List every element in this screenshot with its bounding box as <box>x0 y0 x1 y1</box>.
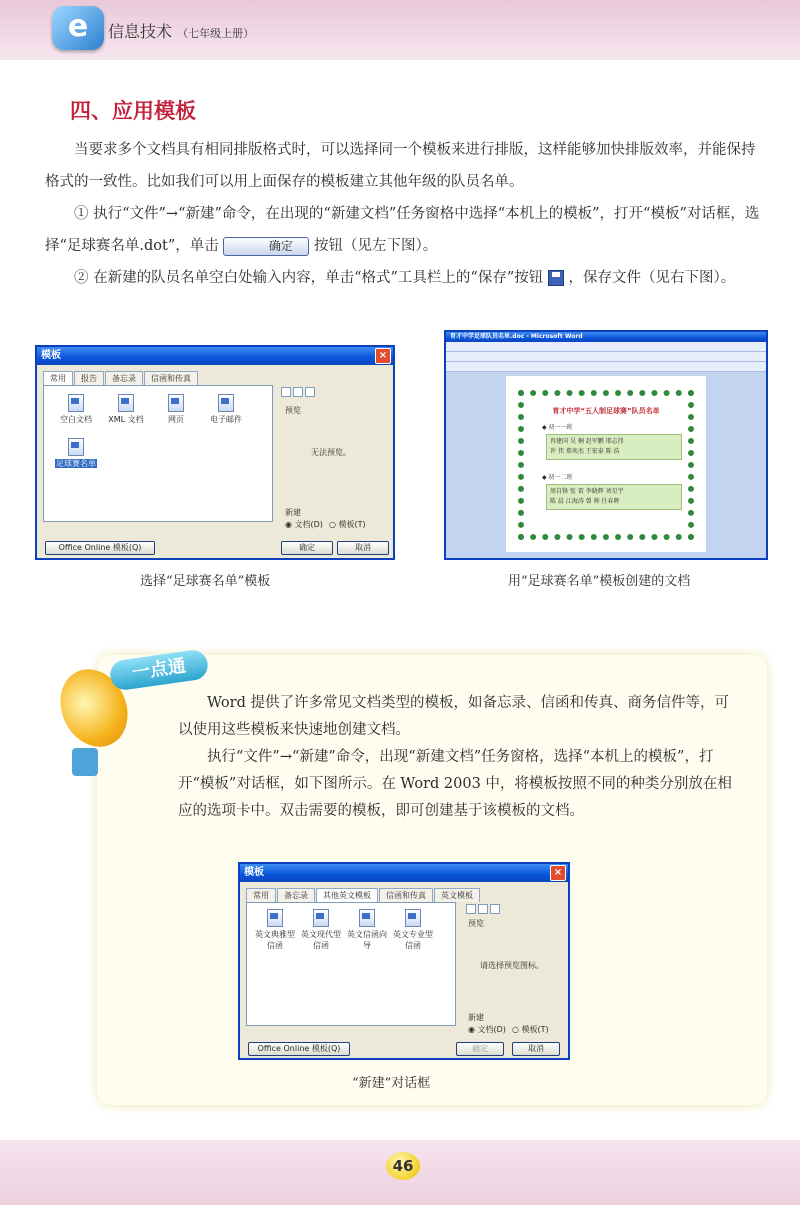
view-details-icon[interactable] <box>490 904 500 914</box>
template-blank[interactable] <box>54 394 98 425</box>
group-1-label: ◆ 初一一班 <box>542 424 573 431</box>
template-list <box>43 385 273 522</box>
caption-right: 用“足球赛名单”模板创建的文档 <box>508 574 691 589</box>
document-icon <box>68 394 84 412</box>
tree-border <box>518 390 694 540</box>
template-dialog-left <box>35 345 395 560</box>
view-large-icon[interactable] <box>281 387 291 397</box>
template-icon <box>405 909 421 927</box>
tab-letters[interactable]: 信函和传真 <box>144 371 198 385</box>
document-page[interactable] <box>506 376 706 552</box>
template-elegant-letter[interactable] <box>253 909 297 951</box>
tab-bar <box>43 371 199 385</box>
radio-template[interactable]: ○ 模板(T) <box>329 520 366 529</box>
page-header <box>0 0 800 60</box>
template-football-roster[interactable] <box>54 438 98 469</box>
tip-paragraph-2: 执行“文件”→“新建”命令，出现“新建文档”任务窗格，选择“本机上的模板”，打开“模板”对话框，如下图所示。在 Word 2003 中，将模板按照不同的种类分别放在相应的选项卡中。双击需要的模板，即可创建基于该模板的文档。 <box>178 749 732 819</box>
template-email-label: 电子邮件 <box>210 415 242 424</box>
tab-common[interactable]: 常用 <box>246 888 276 902</box>
dialog2-titlebar <box>240 864 568 882</box>
caption-left: 选择“足球赛名单”模板 <box>140 574 271 589</box>
template-email[interactable] <box>204 394 248 425</box>
template-webpage-label: 网页 <box>168 415 184 424</box>
tab-memo[interactable]: 备忘录 <box>277 888 315 902</box>
page-number: 46 <box>386 1152 420 1180</box>
dialog-title: 模板 <box>41 350 61 361</box>
template-xml-label: XML 文档 <box>108 415 144 424</box>
group-2-label: ◆ 初一二班 <box>542 474 573 481</box>
template-icon <box>313 909 329 927</box>
no-preview-text: 无法预览。 <box>311 448 351 457</box>
tip-paragraph-1: Word 提供了许多常见文档类型的模板，如备忘录、信函和传真、商务信件等，可以使用这些模板来快速地创建文档。 <box>178 695 729 738</box>
close-icon[interactable]: × <box>375 348 391 364</box>
tab-common[interactable]: 常用 <box>43 371 73 385</box>
radio-document[interactable]: ◉ 文档(D) <box>285 520 323 529</box>
template-2-label: 英文现代型信函 <box>301 930 341 950</box>
ie-logo-icon: e <box>52 6 104 50</box>
group-1-row-1: 冉建国 吴 桐 赵军鹏 邢志伟 <box>550 438 624 445</box>
paragraph-2-tail: 按钮（见左下图）。 <box>314 238 438 254</box>
ok-button-disabled[interactable]: 确定 <box>456 1042 504 1056</box>
view-list-icon[interactable] <box>293 387 303 397</box>
preview-label: 预览 <box>468 919 484 928</box>
template-webpage[interactable] <box>154 394 198 425</box>
paragraph-2-text: ① 执行“文件”→“新建”命令，在出现的“新建文档”任务窗格中选择“本机上的模板”，打开“模板”对话框，选择“足球赛名单.dot”，单击 <box>45 206 760 254</box>
group-2-row-1: 周自锋 张 雷 李晓辉 刘星宇 <box>550 488 624 495</box>
paragraph-3-tail: ，保存文件（见右下图）。 <box>568 270 736 286</box>
book-title <box>108 19 254 42</box>
template-dialog-bottom <box>238 862 570 1060</box>
template-professional-letter[interactable] <box>391 909 435 951</box>
template-xml[interactable] <box>104 394 148 425</box>
group-1-row-2: 许 伟 郑奕杰 王宏泰 陈 浩 <box>550 448 620 455</box>
word-window-title: 育才中学足球队员名单.doc - Microsoft Word <box>450 333 583 340</box>
view-details-icon[interactable] <box>305 387 315 397</box>
view-buttons[interactable] <box>466 904 502 916</box>
template-icon <box>68 438 84 456</box>
paragraph-3 <box>45 262 767 294</box>
tab-other-english[interactable]: 其他英文模板 <box>316 888 378 902</box>
webpage-icon <box>168 394 184 412</box>
tab-report[interactable]: 报告 <box>74 371 104 385</box>
template-1-label: 英文典雅型信函 <box>255 930 295 950</box>
paragraph-2 <box>45 198 767 262</box>
template-blank-label: 空白文档 <box>60 415 92 424</box>
template-letter-wizard[interactable] <box>345 909 389 951</box>
tab-english[interactable]: 英文模板 <box>434 888 480 902</box>
new-label: 新建 <box>468 1013 484 1022</box>
cancel-button[interactable]: 取消 <box>512 1042 560 1056</box>
template-modern-letter[interactable] <box>299 909 343 951</box>
book-title-text: 信息技术 <box>108 22 173 41</box>
caption-bottom: “新建”对话框 <box>352 1076 431 1091</box>
template-football-label: 足球赛名单 <box>56 459 96 468</box>
section-title: 四、应用模板 <box>70 99 196 123</box>
paragraph-3-text: ② 在新建的队员名单空白处输入内容，单击“格式”工具栏上的“保存”按钮 <box>74 270 544 286</box>
view-buttons[interactable] <box>281 387 317 399</box>
doc-title: 育才中学“五人制足球赛”队员名单 <box>552 407 660 415</box>
view-list-icon[interactable] <box>478 904 488 914</box>
xml-icon <box>118 394 134 412</box>
dialog-titlebar <box>37 347 393 365</box>
tab-memo[interactable]: 备忘录 <box>105 371 143 385</box>
paragraph-1: 当要求多个文档具有相同排版格式时，可以选择同一个模板来进行排版，这样能够加快排版效率，并能保持格式的一致性。比如我们可以用上面保存的模板建立其他年级的队员名单。 <box>45 142 756 190</box>
new-label: 新建 <box>285 508 301 517</box>
office-online-button[interactable]: Office Online 模板(Q) <box>45 541 155 555</box>
wizard-icon <box>359 909 375 927</box>
tab-bar <box>246 888 481 902</box>
preview-label: 预览 <box>285 406 301 415</box>
radio-template[interactable]: ○ 模板(T) <box>512 1025 549 1034</box>
template-icon <box>267 909 283 927</box>
group-1-names <box>546 434 682 460</box>
grade-text: （七年级上册） <box>177 27 255 40</box>
dialog2-title: 模板 <box>244 867 264 878</box>
radio-document[interactable]: ◉ 文档(D) <box>468 1025 506 1034</box>
email-icon <box>218 394 234 412</box>
word-window <box>444 330 768 560</box>
template-3-label: 英文信函向导 <box>347 930 387 950</box>
tip-label: 一点通 <box>108 648 209 691</box>
ok-button[interactable]: 确定 <box>281 541 333 555</box>
close-icon[interactable]: × <box>550 865 566 881</box>
group-2-row-2: 陈 晨 江海涛 曾 帅 任春晖 <box>550 498 620 505</box>
menu-bar[interactable] <box>446 342 766 352</box>
view-large-icon[interactable] <box>466 904 476 914</box>
no-preview-text: 请选择预览图标。 <box>480 961 544 970</box>
format-toolbar[interactable] <box>446 362 766 372</box>
word-titlebar <box>446 332 766 342</box>
template-4-label: 英文专业型信函 <box>393 930 433 950</box>
template-list <box>246 902 456 1026</box>
cancel-button[interactable]: 取消 <box>337 541 389 555</box>
group-2-names <box>546 484 682 510</box>
ok-button-inline[interactable]: 确定 <box>223 237 309 256</box>
dish-stand-icon <box>72 748 98 776</box>
save-icon[interactable] <box>548 270 564 286</box>
tab-letters[interactable]: 信函和传真 <box>379 888 433 902</box>
office-online-button[interactable]: Office Online 模板(Q) <box>248 1042 350 1056</box>
standard-toolbar[interactable] <box>446 352 766 362</box>
